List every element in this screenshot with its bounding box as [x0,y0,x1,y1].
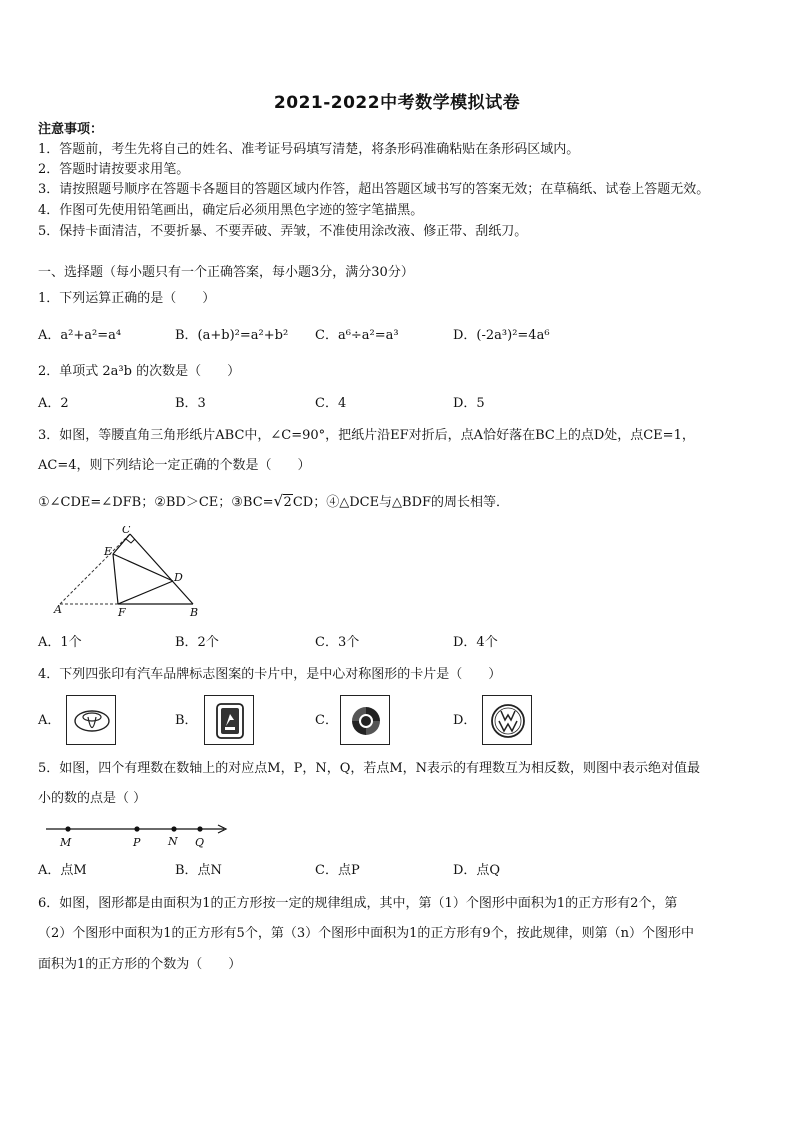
question-4-stem: 4．下列四张印有汽车品牌标志图案的卡片中，是中心对称图形的卡片是（ ） [38,667,502,682]
q4-option-c[interactable]: C． [315,713,338,728]
q4-option-d[interactable]: D． [453,713,477,728]
question-1-stem: 1．下列运算正确的是（ ） [38,291,216,306]
question-6-line2: （2）个图形中面积为1的正方形有5个，第（3）个图形中面积为1的正方形有9个，按此规律，则第（n）个图形中 [38,926,694,941]
label-e: E [104,545,113,558]
q5-option-d[interactable]: D．点Q [453,863,501,878]
triangle-figure [50,526,210,622]
q5-option-c[interactable]: C．点P [315,863,360,878]
question-2-stem: 2．单项式 2a³b 的次数是（ ） [38,364,241,379]
label-f: F [118,606,126,619]
point-q-label: Q [195,836,205,849]
q2-option-b[interactable]: B．3 [175,396,206,411]
question-3-conditions [38,494,509,512]
q5-option-b[interactable]: B．点N [175,863,222,878]
label-d: D [174,571,183,584]
q2-option-a[interactable]: A．2 [38,396,69,411]
notice-item: 4．作图可先使用铅笔画出，确定后必须用黑色字迹的签字笔描黑。 [38,203,424,218]
swirl-logo-icon [341,696,391,746]
question-6-line3: 面积为1的正方形的个数为（ ） [38,957,242,972]
q3-option-c[interactable]: C．3个 [315,635,360,650]
q1-option-c[interactable]: C．a⁶÷a²=a³ [315,328,399,343]
toyota-logo-card[interactable] [66,695,116,745]
q2-option-d[interactable]: D．5 [453,396,485,411]
point-n-label: N [168,835,178,848]
notice-item: 1．答题前，考生先将自己的姓名、准考证号码填写清楚，将条形码准确粘贴在条形码区域内。 [38,142,580,157]
q1-option-d[interactable]: D．(-2a³)²=4a⁶ [453,328,550,343]
label-b: B [190,606,199,619]
q1-option-b[interactable]: B．(a+b)²=a²+b² [175,328,289,343]
q4-option-b[interactable]: B． [175,713,198,728]
q5-option-a[interactable]: A．点M [38,863,87,878]
label-a: A [54,603,62,616]
q3-option-d[interactable]: D．4个 [453,635,498,650]
q3-conditions-part1: ①∠CDE=∠DFB；②BD＞CE；③BC= [38,495,274,510]
q1-option-a[interactable]: A．a²+a²=a⁴ [38,328,122,343]
number-line-figure [44,818,234,850]
question-3-stem-line2: AC=4，则下列结论一定正确的个数是（ ） [38,458,311,473]
sqrt-symbol: √ 2 [273,492,292,510]
question-3-stem-line1: 3．如图，等腰直角三角形纸片ABC中，∠C=90°，把纸片沿EF对折后，点A恰好落在BC上的点D处，点CE=1， [38,428,695,443]
q2-option-c[interactable]: C．4 [315,396,347,411]
swirl-logo-card[interactable] [340,695,390,745]
question-5-stem-line2: 小的数的点是（ ） [38,791,147,806]
brand-shield-logo-icon [205,696,255,746]
q3-option-b[interactable]: B．2个 [175,635,219,650]
q3-option-a[interactable]: A．1个 [38,635,82,650]
notice-heading: 注意事项： [38,122,104,137]
sqrt-value: 2 [283,495,292,510]
q4-option-a[interactable]: A． [38,713,61,728]
section-heading: 一、选择题（每小题只有一个正确答案，每小题3分，满分30分） [38,265,414,280]
point-m-label: M [60,836,72,849]
notice-item: 5．保持卡面清洁，不要折暴、不要弄破、弄皱，不准使用涂改液、修正带、刮纸刀。 [38,224,528,239]
volkswagen-logo-card[interactable] [482,695,532,745]
question-5-stem-line1: 5．如图，四个有理数在数轴上的对应点M，P，N，Q，若点M，N表示的有理数互为相反数，则图中表示绝对值最 [38,761,701,776]
q3-conditions-part2: CD；④△DCE与△BDF的周长相等． [292,495,510,510]
toyota-logo-icon [67,696,117,746]
notice-item: 3．请按照题号顺序在答题卡各题目的答题区域内作答，超出答题区域书写的答案无效；在草稿纸、试卷上答题无效。 [38,182,710,197]
question-6-line1: 6．如图，图形都是由面积为1的正方形按一定的规律组成，其中，第（1）个图形中面积为1的正方形有2个，第 [38,896,678,911]
brand-shield-logo-card[interactable] [204,695,254,745]
point-p-label: P [133,836,141,849]
label-c: C [122,526,131,536]
exam-title: 2021-2022中考数学模拟试卷 [273,93,521,113]
volkswagen-logo-icon [483,696,533,746]
notice-item: 2．答题时请按要求用笔。 [38,162,190,177]
